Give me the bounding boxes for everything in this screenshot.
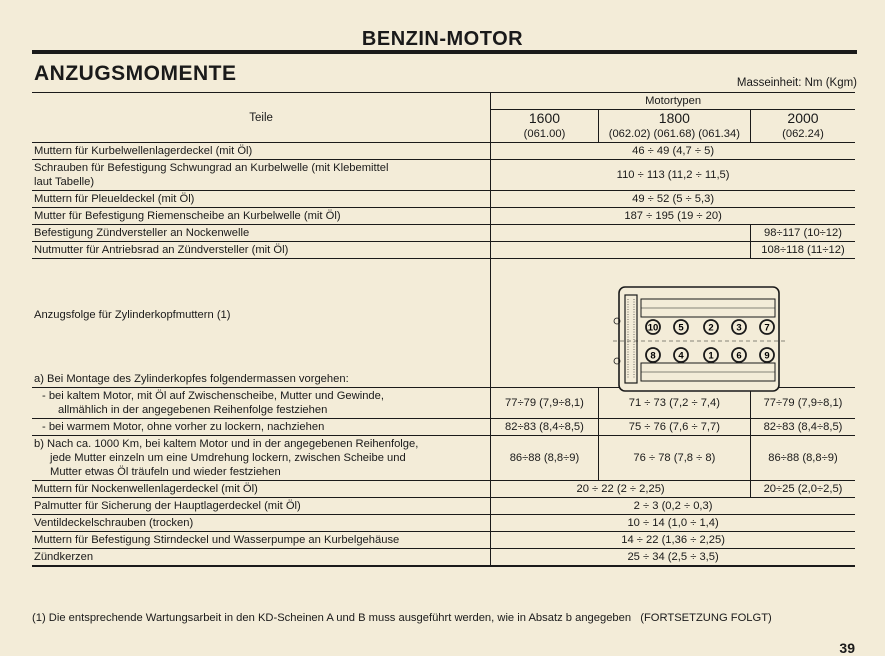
row-value-1600: 86÷88 (8,8÷9)	[491, 436, 599, 481]
row-value-2000: 77÷79 (7,9÷8,1)	[750, 388, 855, 419]
row-value-1800: 71 ÷ 73 (7,2 ÷ 7,4)	[598, 388, 750, 419]
row-value-2000: 86÷88 (8,8÷9)	[750, 436, 855, 481]
row-label	[32, 388, 491, 419]
engine-1600-codes: (061.00)	[491, 126, 599, 143]
bolt-order-label: 3	[736, 322, 742, 334]
row-label: Befestigung Zündversteller an Nockenwelle	[34, 227, 250, 239]
row-value-1600-1800: 20 ÷ 22 (2 ÷ 2,25)	[491, 481, 751, 498]
row-value: 14 ÷ 22 (1,36 ÷ 2,25)	[491, 532, 855, 549]
row-label: Anzugsfolge für Zylinderkopfmuttern (1)	[34, 309, 231, 321]
row-label: Palmutter für Sicherung der Hauptlagerdeckel (mit Öl)	[34, 500, 301, 512]
engine-1600-size: 1600	[491, 110, 599, 127]
footnote-text: (1) Die entsprechende Wartungsarbeit in den KD-Scheinen A und B muss ausgeführt werden, wie in Absatz b angegeben	[32, 612, 632, 624]
bolt-order-label: 1	[708, 350, 714, 362]
table-row	[32, 191, 855, 208]
col-header-motortypen: Motortypen	[491, 93, 855, 110]
row-value: 49 ÷ 52 (5 ÷ 5,3)	[491, 191, 855, 208]
row-label-line: laut Tabelle)	[34, 176, 95, 188]
row-label-line: jede Mutter einzeln um eine Umdrehung lockern, zwischen Scheibe und	[50, 452, 406, 464]
row-label: Muttern für Nockenwellenlagerdeckel (mit Öl)	[34, 483, 258, 495]
bolt-order-label: 9	[764, 350, 770, 362]
row-label: Nutmutter für Antriebsrad an Zündversteller (mit Öl)	[34, 244, 289, 256]
row-label-line: Mutter etwas Öl träufeln und wieder festziehen	[50, 466, 281, 478]
row-label-line: Schrauben für Befestigung Schwungrad an Kurbelwelle (mit Klebemittel	[34, 162, 389, 174]
row-value: 10 ÷ 14 (1,0 ÷ 1,4)	[491, 515, 855, 532]
row-label: Zündkerzen	[34, 551, 94, 563]
table-row	[32, 436, 855, 481]
row-label: Muttern für Pleueldeckel (mit Öl)	[34, 193, 195, 205]
row-label-line: - bei kaltem Motor, mit Öl auf Zwischenscheibe, Mutter und Gewinde,	[42, 390, 384, 402]
engine-1800-size: 1800	[598, 110, 750, 127]
header-rule	[32, 50, 857, 54]
bolt-order-label: 7	[764, 322, 770, 334]
row-label-line: b) Nach ca. 1000 Km, bei kaltem Motor und in der angegebenen Reihenfolge,	[34, 438, 419, 450]
page-header-title: BENZIN-MOTOR	[361, 28, 524, 50]
row-label: - bei warmem Motor, ohne vorher zu lockern, nachziehen	[42, 421, 325, 433]
bolt-order-label: 4	[678, 350, 684, 362]
table-row	[32, 515, 855, 532]
table-row	[32, 498, 855, 515]
table-row	[32, 208, 855, 225]
section-title: ANZUGSMOMENTE	[34, 62, 237, 85]
row-value: 110 ÷ 113 (11,2 ÷ 11,5)	[491, 160, 855, 191]
cylinder-head-tightening-diagram	[611, 285, 787, 393]
row-value: 2 ÷ 3 (0,2 ÷ 0,3)	[491, 498, 855, 515]
table-row	[32, 532, 855, 549]
row-value: 25 ÷ 34 (2,5 ÷ 3,5)	[491, 549, 855, 567]
bolt-order-label: 10	[647, 322, 659, 334]
row-label: Muttern für Kurbelwellenlagerdeckel (mit Öl)	[34, 145, 253, 157]
row-label	[32, 160, 491, 191]
unit-label: Masseinheit: Nm (Kgm)	[736, 77, 857, 89]
bolt-order-label: 5	[678, 322, 684, 334]
row-label: Muttern für Befestigung Stirndeckel und Wasserpumpe an Kurbelgehäuse	[34, 534, 400, 546]
row-label-line: allmählich in der angegebenen Reihenfolge festziehen	[58, 404, 328, 416]
table-row	[32, 242, 855, 259]
table-row	[32, 143, 855, 160]
bolt-order-label: 2	[708, 322, 714, 334]
bolt-order-label: 8	[650, 350, 656, 362]
table-row	[32, 419, 855, 436]
row-label	[32, 436, 491, 481]
bolt-order-label: 6	[736, 350, 742, 362]
row-value-1600: 82÷83 (8,4÷8,5)	[491, 419, 599, 436]
row-value: 187 ÷ 195 (19 ÷ 20)	[491, 208, 855, 225]
row-value-2000: 82÷83 (8,4÷8,5)	[750, 419, 855, 436]
row-label: a) Bei Montage des Zylinderkopfes folgendermassen vorgehen:	[34, 373, 349, 385]
row-value-1800: 75 ÷ 76 (7,6 ÷ 7,7)	[598, 419, 750, 436]
footnote	[32, 612, 772, 624]
engine-2000-codes: (062.24)	[750, 126, 855, 143]
row-label: Mutter für Befestigung Riemenscheibe an Kurbelwelle (mit Öl)	[34, 210, 341, 222]
table-row	[32, 549, 855, 567]
row-value-1800: 76 ÷ 78 (7,8 ÷ 8)	[598, 436, 750, 481]
engine-1800-codes: (062.02) (061.68) (061.34)	[598, 126, 750, 143]
footnote-continued: (FORTSETZUNG FOLGT)	[640, 612, 772, 624]
engine-2000-size: 2000	[750, 110, 855, 127]
row-value: 46 ÷ 49 (4,7 ÷ 5)	[491, 143, 855, 160]
col-header-teile: Teile	[32, 93, 491, 143]
row-value-2000: 20÷25 (2,0÷2,5)	[750, 481, 855, 498]
row-value: 108÷118 (11÷12)	[750, 242, 855, 259]
row-label: Ventildeckelschrauben (trocken)	[34, 517, 194, 529]
row-value-1600: 77÷79 (7,9÷8,1)	[491, 388, 599, 419]
table-row	[32, 225, 855, 242]
table-row	[32, 160, 855, 191]
page-number: 39	[839, 640, 855, 656]
table-row	[32, 481, 855, 498]
row-value: 98÷117 (10÷12)	[750, 225, 855, 242]
